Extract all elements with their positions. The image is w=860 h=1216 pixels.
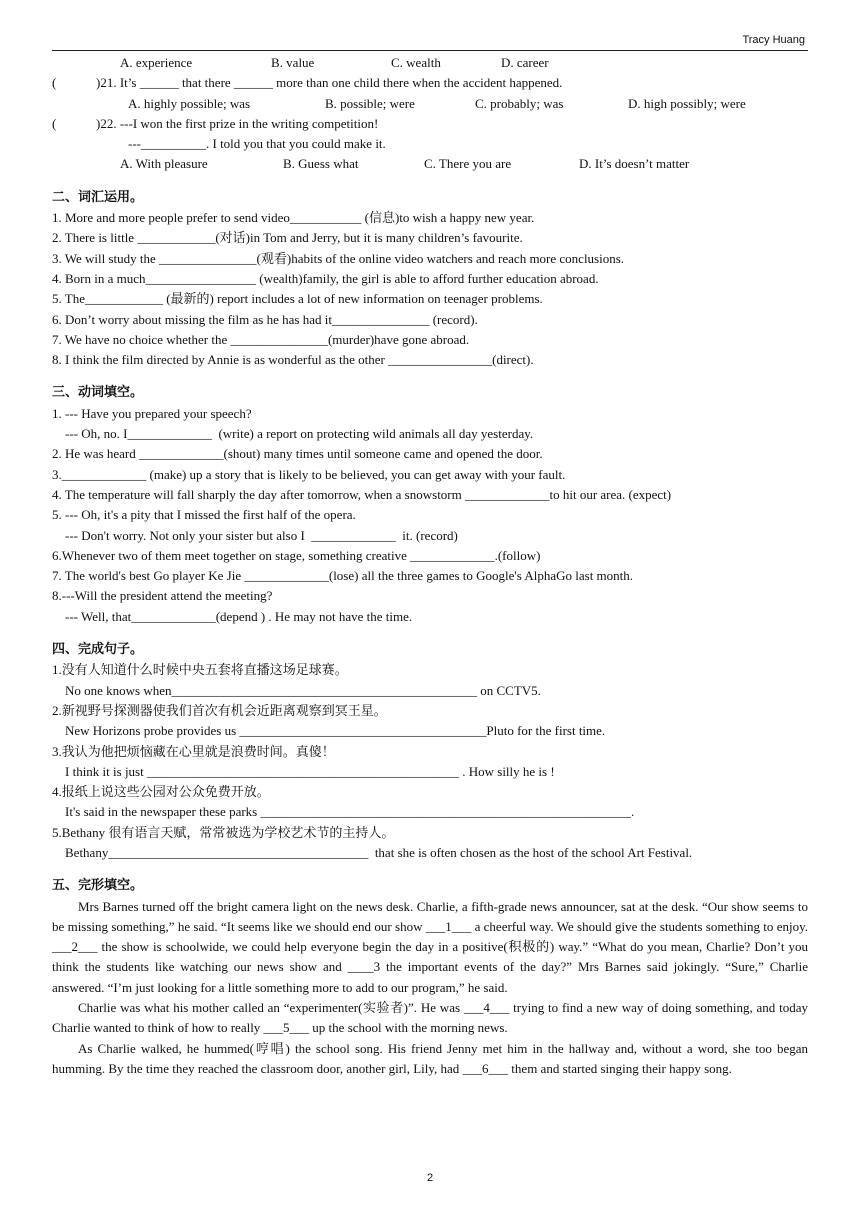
sentence-answer: I think it is just ________________________________________________ . How silly he is ! [52,763,555,779]
option-a: A. With pleasure [120,156,208,172]
q21-stem [52,73,808,93]
q22-stem [52,114,808,134]
sentence-prompt: 3.我认为他把烦恼藏在心里就是浪费时间。真傻！ [52,743,335,759]
header-rule [52,50,808,51]
verb-item: 5. --- Oh, it's a pity that I missed the first half of the opera. [52,507,356,523]
verb-item: --- Well, that_____________(depend ) . He may not have the time. [52,608,413,624]
page-number: 2 [426,1172,434,1184]
sentence-prompt: 5.Bethany 很有语言天赋，常常被选为学校艺术节的主持人。 [52,824,395,840]
cloze-paragraph-2: Charlie was what his mother called an “experimenter(实验者)”. He was ___4___ trying to find a new way of doing something, and today Charlie wanted to think of how to really ___5___ up the school with the morning news. [52,1000,808,1036]
verb-item: 7. The world's best Go player Ke Jie _____________(lose) all the three games to Google's AlphaGo last month. [52,568,634,584]
sentence-answer: No one knows when_______________________________________________ on CCTV5. [52,682,541,698]
header-author: Tracy Huang [742,34,805,46]
option-d: D. career [501,55,549,70]
verb-item: 1. --- Have you prepared your speech? [52,405,252,421]
sentence-answer: Bethany________________________________________ that she is often chosen as the host of the school Art Festival. [52,844,693,860]
option-c: C. probably; was [475,95,564,111]
q21-options [52,94,808,114]
option-b: B. Guess what [283,156,359,172]
option-c: C. wealth [391,55,441,70]
vocab-item: 4. Born in a much_________________ (wealth)family, the girl is able to afford further education abroad. [52,270,599,286]
vocab-item: 5. The____________ (最新的) report includes a lot of new information on teenager problems. [52,291,543,307]
section-5-title: 五、完形填空。 [52,878,144,894]
sentence-prompt: 2.新视野号探测器使我们首次有机会近距离观察到冥王星。 [52,702,387,718]
vocab-item: 2. There is little ____________(对话)in Tom and Jerry, but it is many children’s favourite. [52,230,523,246]
section-4-title: 四、完成句子。 [52,642,144,658]
worksheet-content [52,53,808,1079]
sentence-answer: It's said in the newspaper these parks _________________________________________________________. [52,804,635,820]
q22-options [52,154,808,174]
option-d: D. high possibly; were [628,95,746,111]
option-a: A. experience [120,55,193,70]
verb-item: 8.---Will the president attend the meeting? [52,588,273,604]
q22-line2 [52,134,808,154]
q20-options [52,53,808,73]
sentence-prompt: 1.没有人知道什么时候中央五套将直播这场足球赛。 [52,662,348,678]
cloze-passage [52,897,808,1080]
cloze-paragraph-3: As Charlie walked, he hummed(哼唱) the school song. His friend Jenny met him in the hallway and, without a word, she too began humming. By the time they reached the classroom door, another girl, Lily, had ___6___ them and started singing their happy song. [52,1040,808,1076]
answer-paren: ( [52,75,57,91]
section-2-title: 二、词汇运用。 [52,189,144,205]
vocab-item: 3. We will study the _______________(观看)habits of the online video watchers and reach more conclusions. [52,250,625,266]
verb-item: 2. He was heard _____________(shout) many times until someone came and opened the door. [52,446,543,462]
vocab-item: 8. I think the film directed by Annie is as wonderful as the other ________________(direct). [52,352,534,368]
option-b: B. value [271,55,315,70]
answer-paren: ( [52,115,57,131]
question-text: )21. It’s ______ that there ______ more than one child there when the accident happened. [96,75,563,91]
verb-item: 4. The temperature will fall sharply the day after tomorrow, when a snowstorm _____________to hit our area. (expect) [52,486,672,502]
vocab-item: 1. More and more people prefer to send video___________ (信息)to wish a happy new year. [52,210,535,226]
sentence-answer: New Horizons probe provides us ______________________________________Pluto for the first time. [52,723,606,739]
vocab-item: 7. We have no choice whether the _______________(murder)have gone abroad. [52,331,470,347]
section-3-title: 三、动词填空。 [52,385,144,401]
option-a: A. highly possible; was [128,95,251,111]
verb-item: --- Oh, no. I_____________ (write) a report on protecting wild animals all day yesterday. [52,426,534,442]
option-b: B. possible; were [325,95,415,111]
verb-item: 3._____________ (make) up a story that is likely to be believed, you can get away with your fault. [52,466,566,482]
question-text: ---__________. I told you that you could make it. [128,136,386,152]
cloze-paragraph-1: Mrs Barnes turned off the bright camera light on the news desk. Charlie, a fifth-grade news announcer, sat at the desk. “Our show seems to be missing something,” he said. “It seems like we should end our show ___1___ a cheerful way. We should give the students something to enjoy. ___2___ the show is schoolwide, we could help everyone begin the day in a positive(积极的) way.” “What do you mean, Charlie? Don’t you think the students like watching our news show and ____3 the important events of the day?” Mrs Barnes said jokingly. “Sure,” Charlie answered. “I’m just looking for a little something more to add to our program,” he said. [52,898,808,995]
verb-item: 6.Whenever two of them meet together on stage, something creative _____________.(follow) [52,547,541,563]
verb-item: --- Don't worry. Not only your sister but also I _____________ it. (record) [52,527,458,543]
vocab-item: 6. Don’t worry about missing the film as he has had it_______________ (record). [52,311,478,327]
question-text: )22. ---I won the first prize in the writing competition! [96,115,379,131]
option-d: D. It’s doesn’t matter [579,156,690,172]
option-c: C. There you are [424,156,512,172]
sentence-prompt: 4.报纸上说这些公园对公众免费开放。 [52,784,270,800]
